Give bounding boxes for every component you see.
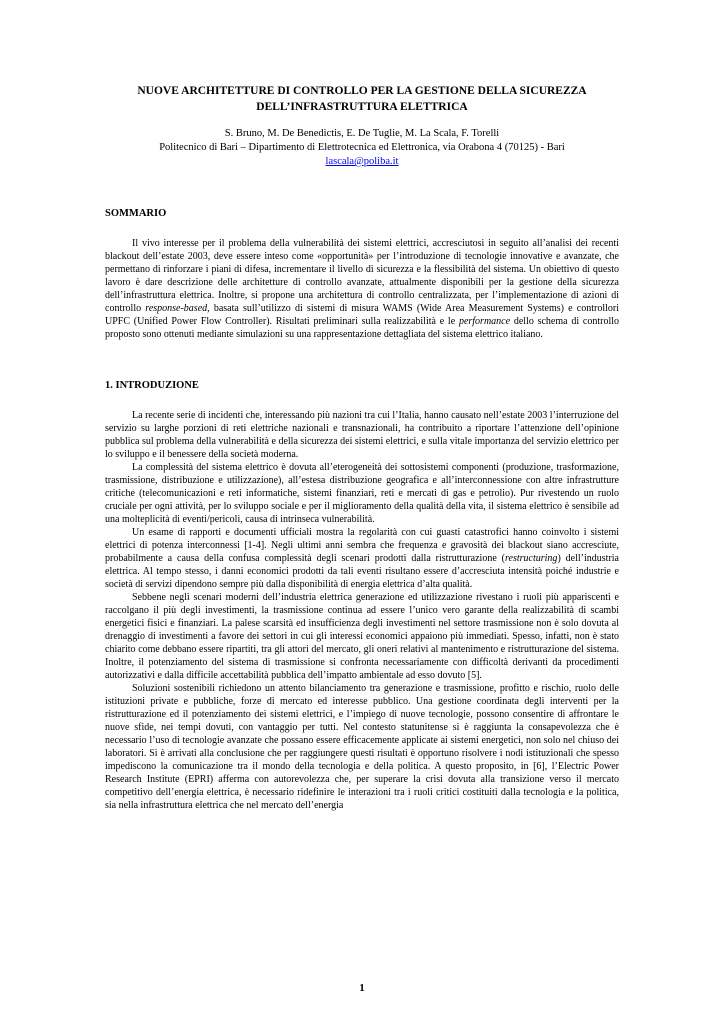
paper-title-line-2: DELL’INFRASTRUTTURA ELETTRICA (256, 100, 468, 113)
email-line (105, 155, 619, 169)
affiliation-line: Politecnico di Bari – Dipartimento di Elettrotecnica ed Elettronica, via Orabona 4 (70125) - Bari (159, 142, 565, 153)
text-run: Soluzioni sostenibili richiedono un attento bilanciamento tra generazione e trasmissione, profitto e rischio, ruolo delle istituzioni private e pubbliche, forze di mercato ed interesse pubblico. Una gestione coordinata degli interventi per la ristrutturazione ed il potenziamento dei sistemi elettrici, e l’impiego di nuove tecnologie, possono consentire di affrontare le nuove sfide, nei tempi dovuti, con vantaggio per tutti. Nel contesto statunitense si è raggiunta la consapevolezza che è necessario l’uso di tecnologie avanzate che possano essere efficacemente applicate ai sistemi energetici, non solo nel chiuso dei laboratori. Si è arrivati alla conclusione che per raggiungere questi risultati è opportuno risolvere i nodi istituzionali che spesso impediscono la comunicazione tra il mondo della tecnologia e della politica. A questo proposito, in [6], l’Electric Power Research Institute (EPRI) afferma con autorevolezza che, per superare la crisi dovuta alla transizione verso il mercato competitivo dell’energia elettrica, è necessario ridefinire le interazioni tra i ruoli critici costituiti dalla tecnologia e la politica, sia nella infrastruttura elettrica che nel mercato dell’energia (105, 683, 619, 811)
section-heading: 1. INTRODUZIONE (105, 380, 199, 391)
text-run: Sebbene negli scenari moderni dell’industria elettrica generazione ed utilizzazione rivestano i ruoli più appariscenti e raccolgano il più degli investimenti, la trasmissione continua ad essere l’unico vero garante della realizzabilità di scambi energetici fisici e finanziari. La palese scarsità ed insufficienza degli investimenti nel settore trasmissione non è solo dovuta al drenaggio di investimenti a favore dei settori in cui gli interessi economici appaiono più immediati. Spesso, infatti, non è stato chiarito come debbano essere ripartiti, tra gli attori del mercato, gli oneri relativi al mantenimento e ristrutturazione del sistema. Inoltre, il potenziamento del sistema di trasmissione si confronta necessariamente con difficoltà derivanti da procedimenti autorizzativi e dalla difficile accettabilità pubblica dell’impatto ambientale ad esso dovuto [5]. (105, 592, 619, 681)
paper-title-line-1: NUOVE ARCHITETTURE DI CONTROLLO PER LA GESTIONE DELLA SICUREZZA (137, 85, 587, 97)
authors-line: S. Bruno, M. De Benedictis, E. De Tuglie, M. La Scala, F. Torelli (224, 128, 500, 139)
paragraph (105, 409, 619, 461)
page-number: 1 (359, 982, 365, 994)
text-run: La recente serie di incidenti che, interessando più nazioni tra cui l’Italia, hanno causato nell’estate 2003 l’interruzione del servizio su larghe porzioni di reti elettriche nazionali e transnazionali, ha contribuito a riportare l’attenzione dell’opinione pubblica sul problema della vulnerabilità e della sicurezza dei sistemi elettrici, e sulla vitale importanza del servizio elettrico per lo sviluppo e il benessere della società moderna. (105, 410, 619, 460)
italic-text-run: performance (458, 316, 511, 327)
paragraph (105, 237, 619, 341)
paragraph (105, 682, 619, 812)
text-run: La complessità del sistema elettrico è dovuta all’eterogeneità dei sottosistemi componenti (produzione, trasformazione, trasmissione, distribuzione e utilizzazione), all’estesa distribuzione geografica e all’interconnessione con altre infrastrutture critiche (telecomunicazioni e reti informatiche, sistemi finanziari, reti e mercati di gas e petrolio). Pur rivestendo un ruolo cruciale per ogni attività, per lo sviluppo sociale e per il miglioramento della qualità della vita, il sistema elettrico è sensibile ad una molteplicità di eventi/pericoli, causa di intrinseca vulnerabilità. (105, 462, 619, 525)
sections (105, 207, 619, 812)
text-run: ) dell’industria elettrica. Al tempo stesso, i danni economici prodotti da tali eventi risultano essere d’accresciuta intensità poiché industrie e società di servizi dipendono sempre più dalla disponibilità di energia elettrica d’alta qualità. (105, 553, 619, 590)
italic-text-run: response-based (145, 303, 208, 314)
paragraph (105, 461, 619, 526)
paragraph (105, 591, 619, 682)
paragraph (105, 526, 619, 591)
text-run: Un esame di rapporti e documenti ufficiali mostra la regolarità con cui guasti catastrofici hanno coinvolto i sistemi elettrici di potenza interconnessi [1-4]. Negli ultimi anni sembra che frequenza e gravosità dei blackout siano accresciute, probabilmente a causa della confusa complessità degli scenari prodotti dalla ristrutturazione ( (105, 527, 619, 564)
email-link[interactable]: lascala@poliba.it (325, 156, 399, 167)
section-heading: SOMMARIO (105, 208, 167, 219)
italic-text-run: restructuring (505, 553, 558, 564)
text-run: Il vivo interesse per il problema della vulnerabilità dei sistemi elettrici, accresciutosi in seguito all’analisi dei recenti blackout dell’estate 2003, deve essere inteso come «opportunità» per l’introduzione di tecnologie innovative e avanzate, che permettano di rinforzare i piani di difesa, incrementare il livello di sicurezza e la flessibilità del sistema. Un obiettivo di questo lavoro è dare descrizione delle architetture di controllo avanzate, attualmente disponibili per la gestione della sicurezza dell’infrastruttura elettrica. Inoltre, si propone una architettura di controllo centralizzata, per l’implementazione di azioni di controllo (105, 238, 619, 314)
text-run: , basata sull’utilizzo di sistemi di misura WAMS (Wide Area Measurement Systems) e controllori UPFC (Unified Power Flow Controller). Risultati preliminari sulla realizzabilità e le (105, 303, 619, 327)
text-run: dello schema di controllo proposto sono ottenuti mediante simulazioni su una rappresentazione dettagliata del sistema elettrico italiano. (105, 316, 619, 340)
paper-title (105, 84, 619, 115)
